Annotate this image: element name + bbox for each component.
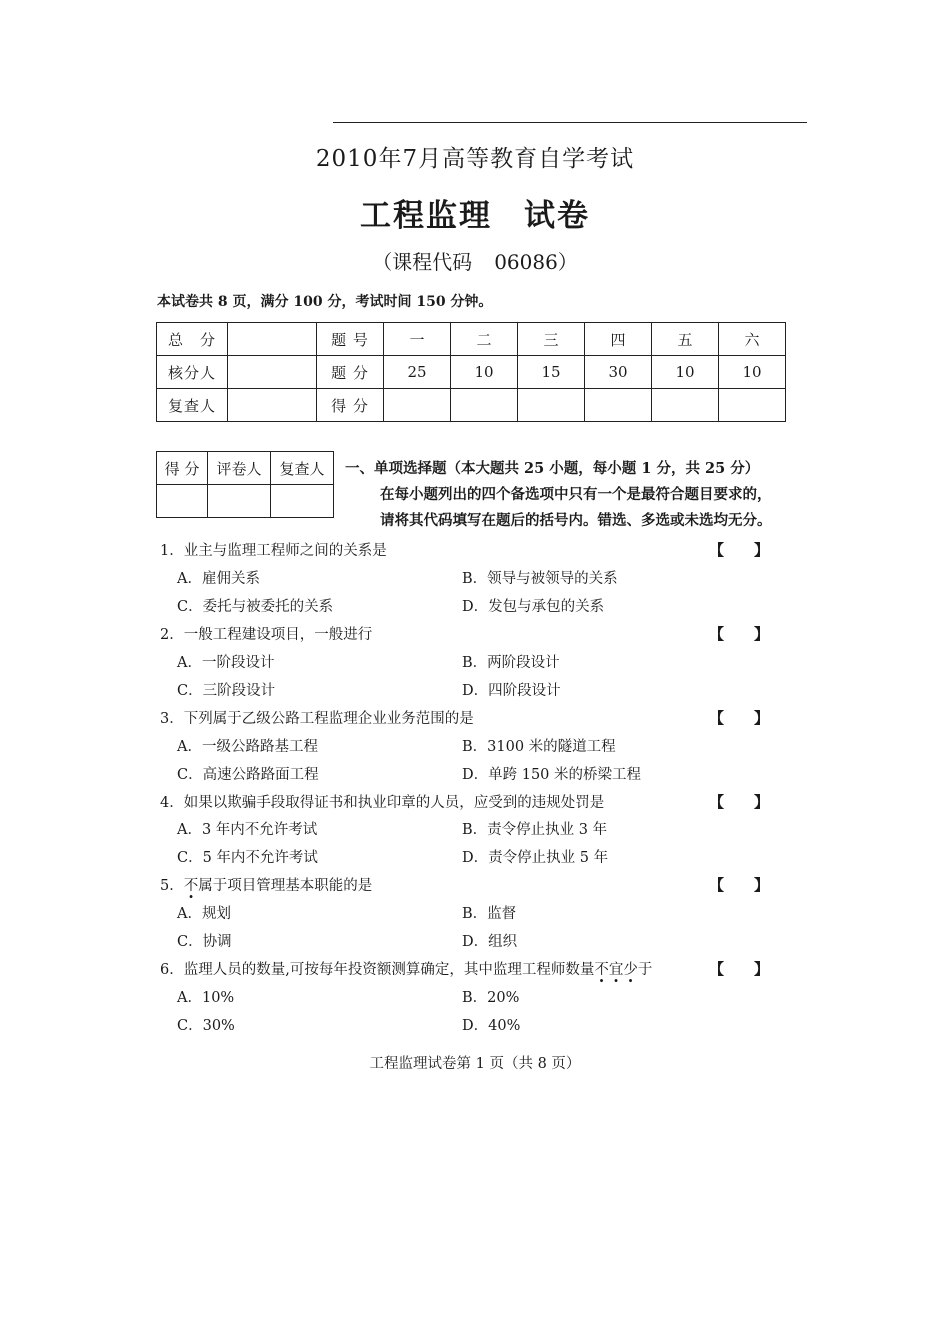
question-2: 2．一般工程建设项目，一般进行 (160, 627, 373, 643)
section-6: 六 (719, 323, 786, 356)
grade-marker-cell (208, 485, 271, 518)
answer-bracket-6: 【 】 (709, 960, 770, 978)
points-6: 10 (719, 356, 786, 389)
page-footer: 工程监理试卷第 1 页（共 8 页） (369, 1056, 581, 1072)
q6-option-b: B．20% (462, 990, 520, 1006)
paper-suffix: 试卷 (524, 198, 590, 234)
score-6 (719, 389, 786, 422)
paper-title (0, 190, 950, 235)
score-3 (518, 389, 585, 422)
grade-marker-label: 评卷人 (208, 452, 271, 485)
question-3: 3．下列属于乙级公路工程监理企业业务范围的是 (160, 711, 474, 727)
q4-option-d: D．责令停止执业 5 年 (462, 850, 609, 866)
q5-option-c: C．协调 (177, 934, 232, 950)
q6-stem-end: 于 (637, 962, 653, 978)
points-1: 25 (384, 356, 451, 389)
checker-cell (228, 356, 317, 389)
section-4: 四 (585, 323, 652, 356)
q4-option-a: A．3 年内不允许考试 (177, 822, 318, 838)
q4-option-b: B．责令停止执业 3 年 (462, 822, 608, 838)
section-2: 二 (451, 323, 518, 356)
grade-score-label: 得 分 (157, 452, 208, 485)
question-5 (160, 874, 372, 895)
course-code-label: （课程代码 (372, 250, 473, 274)
q2-option-d: D．四阶段设计 (462, 683, 561, 699)
q3-option-d: D．单跨 150 米的桥梁工程 (462, 767, 642, 783)
q6-emphasis-mark-1: 不 (594, 962, 609, 978)
section-label: 题 号 (317, 323, 384, 356)
paper-subject: 工程监理 (360, 198, 492, 234)
score-1 (384, 389, 451, 422)
q3-option-b: B．3100 米的隧道工程 (462, 739, 616, 755)
section-one-instruction-1: 在每小题列出的四个备选项中只有一个是最符合题目要求的， (380, 486, 772, 503)
grade-reviewer-cell (271, 485, 334, 518)
reviewer-cell (228, 389, 317, 422)
score-row-review (157, 389, 786, 422)
exam-title: 2010年7月高等教育自学考试 (315, 146, 635, 172)
section-3: 三 (518, 323, 585, 356)
course-code-value: 06086） (494, 250, 578, 274)
q5-emphasis-mark: 不 (183, 878, 199, 894)
q6-option-a: A．10% (177, 990, 235, 1006)
q6-option-c: C．30% (177, 1018, 235, 1034)
q6-option-d: D．40% (462, 1018, 521, 1034)
q1-option-d: D．发包与承包的关系 (462, 599, 605, 615)
answer-bracket-1: 【 】 (709, 541, 770, 559)
points-4: 30 (585, 356, 652, 389)
grade-reviewer-label: 复查人 (271, 452, 334, 485)
section-one-heading (345, 456, 775, 534)
q3-option-c: C．高速公路路面工程 (177, 767, 319, 783)
score-row-checker (157, 356, 786, 389)
q1-option-c: C．委托与被委托的关系 (177, 599, 334, 615)
grade-box (156, 451, 334, 518)
q5-option-d: D．组织 (462, 934, 518, 950)
answer-bracket-2: 【 】 (709, 625, 770, 643)
points-3: 15 (518, 356, 585, 389)
answer-bracket-5: 【 】 (709, 876, 770, 894)
course-code (0, 246, 950, 275)
section-one-instruction-2: 请将其代码填写在题后的括号内。错选、多选或未选均无分。 (380, 512, 772, 529)
answer-bracket-4: 【 】 (709, 793, 770, 811)
points-label: 题 分 (317, 356, 384, 389)
section-5: 五 (652, 323, 719, 356)
q2-option-b: B．两阶段设计 (462, 655, 560, 671)
section-one-title: 一、单项选择题（本大题共 25 小题，每小题 1 分，共 25 分） (345, 460, 760, 477)
q5-stem-text: 属于项目管理基本职能的是 (198, 878, 373, 894)
exam-note: 本试卷共 8 页，满分 100 分，考试时间 150 分钟。 (157, 294, 493, 310)
q1-option-b: B．领导与被领导的关系 (462, 571, 618, 587)
q6-stem-text: 6．监理人员的数量,可按每年投资额测算确定，其中监理工程师数量 (160, 962, 595, 978)
q6-emphasis-mark-2: 宜 (608, 962, 624, 978)
points-2: 10 (451, 356, 518, 389)
q5-option-a: A．规划 (177, 906, 231, 922)
question-1: 1．业主与监理工程师之间的关系是 (160, 543, 387, 559)
checker-label: 核分人 (157, 356, 228, 389)
total-label: 总 分 (157, 323, 228, 356)
q5-stem-number: 5． (160, 878, 184, 894)
top-rule (333, 122, 807, 123)
grade-score-cell (157, 485, 208, 518)
q4-option-c: C．5 年内不允许考试 (177, 850, 318, 866)
q3-option-a: A．一级公路路基工程 (177, 739, 318, 755)
answer-bracket-3: 【 】 (709, 709, 770, 727)
reviewer-label: 复查人 (157, 389, 228, 422)
points-5: 10 (652, 356, 719, 389)
score-table (156, 322, 786, 422)
score-label: 得 分 (317, 389, 384, 422)
section-1: 一 (384, 323, 451, 356)
score-5 (652, 389, 719, 422)
score-2 (451, 389, 518, 422)
q1-option-a: A．雇佣关系 (177, 571, 260, 587)
score-4 (585, 389, 652, 422)
q2-option-c: C．三阶段设计 (177, 683, 276, 699)
q2-option-a: A．一阶段设计 (177, 655, 275, 671)
q5-option-b: B．监督 (462, 906, 517, 922)
question-6 (160, 958, 652, 979)
q6-emphasis-mark-3: 少 (623, 962, 638, 978)
question-4: 4．如果以欺骗手段取得证书和执业印章的人员，应受到的违规处罚是 (160, 795, 605, 811)
score-row-total (157, 323, 786, 356)
total-cell (228, 323, 317, 356)
